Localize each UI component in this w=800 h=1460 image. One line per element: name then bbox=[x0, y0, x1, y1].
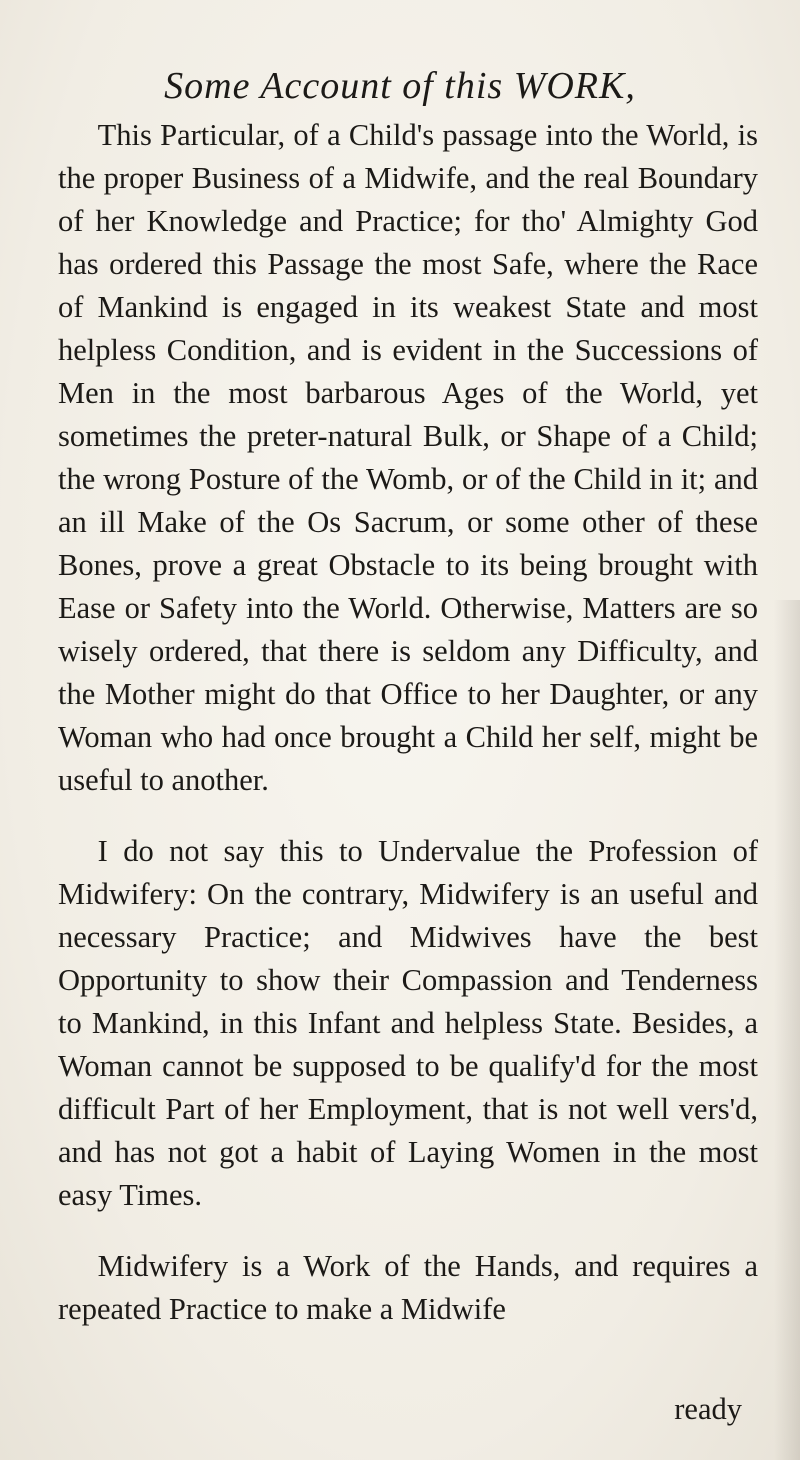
running-head: Some Account of this WORK, bbox=[164, 65, 636, 107]
paragraph-2: I do not say this to Undervalue the Profession of Midwifery: On the contrary, Midwifery is an useful and necessary Practice; and Midwives have the best Opportunity to show their Compassion and Tenderness to Mankind, in this Infant and helpless State. Besides, a Woman cannot be supposed to be qualify'd for the most difficult Part of her Employment, that is not well vers'd, and has not got a habit of Laying Women in the most easy Times. bbox=[58, 834, 758, 1212]
paragraph-3: Midwifery is a Work of the Hands, and requires a repeated Practice to make a Midwife bbox=[58, 1249, 758, 1326]
paragraph-1: This Particular, of a Child's passage into the World, is the proper Business of a Midwife, and the real Boundary of her Knowledge and Practice; for tho' Almighty God has ordered this Passage the most Safe, where the Race of Mankind is engaged in its weakest State and most helpless Condition, and is evident in the Successions of Men in the most barbarous Ages of the World, yet sometimes the preter-natural Bulk, or Shape of a Child; the wrong Posture of the Womb, or of the Child in it; and an ill Make of the Os Sacrum, or some other of these Bones, prove a great Obstacle to its being brought with Ease or Safety into the World. Otherwise, Matters are so wisely ordered, that there is seldom any Difficulty, and the Mother might do that Office to her Daughter, or any Woman who had once brought a Child her self, might be useful to another. bbox=[58, 118, 758, 797]
page-edge-shadow bbox=[774, 600, 800, 1460]
body-text bbox=[58, 114, 758, 1331]
catchword: ready bbox=[674, 1392, 742, 1426]
